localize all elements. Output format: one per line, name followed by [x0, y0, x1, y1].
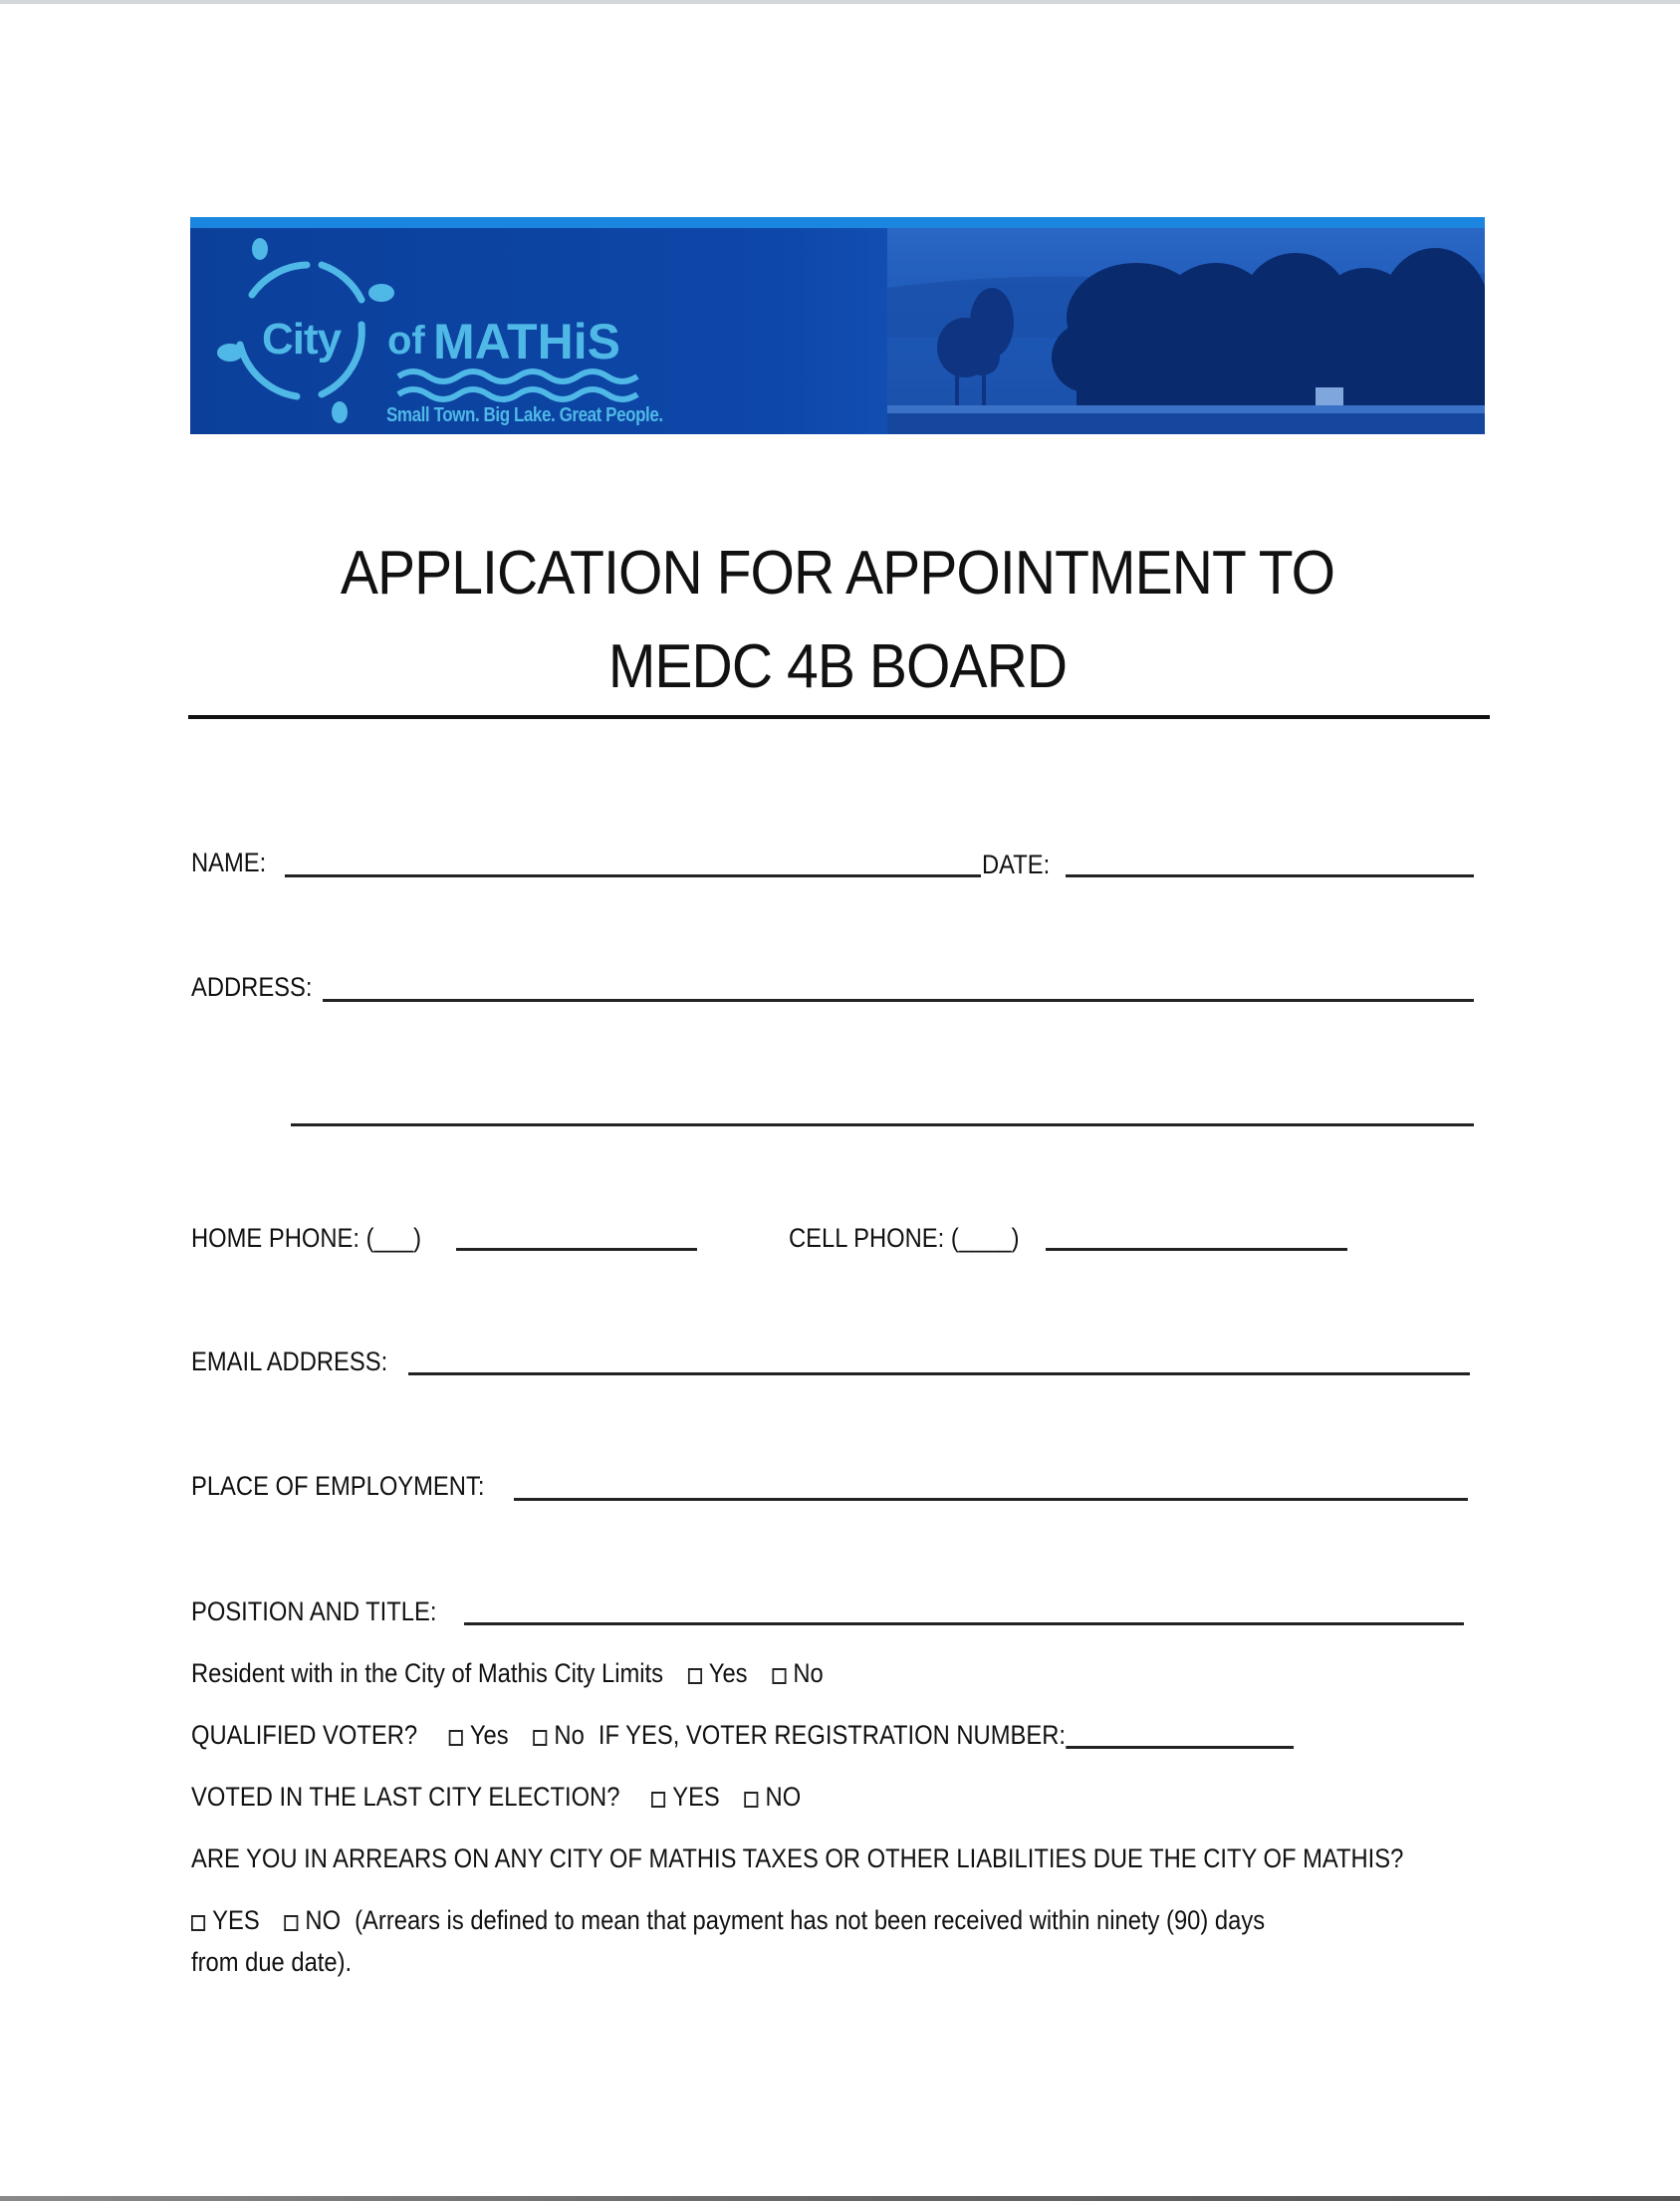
voter-registration-label: IF YES, VOTER REGISTRATION NUMBER:	[598, 1720, 1066, 1750]
date-field[interactable]	[1066, 874, 1474, 877]
voted-last-question: VOTED IN THE LAST CITY ELECTION?	[191, 1782, 620, 1812]
resident-question-row	[191, 1658, 824, 1689]
arrears-question: ARE YOU IN ARREARS ON ANY CITY OF MATHIS TAXES OR OTHER LIABILITIES DUE THE CITY OF MATHIS?	[191, 1843, 1404, 1873]
logo-of-text: of	[387, 319, 425, 363]
arrears-yes-label: YES	[212, 1905, 260, 1935]
voter-registration-field[interactable]	[1066, 1722, 1294, 1749]
arrears-no-checkbox[interactable]	[284, 1915, 298, 1931]
arrears-definition-line-2: from due date).	[191, 1947, 353, 1977]
qualified-voter-question: QUALIFIED VOTER?	[191, 1720, 418, 1750]
form-title-line-2: MEDC 4B BOARD	[607, 632, 1068, 701]
logo-city-text: City	[262, 315, 342, 364]
city-banner	[190, 217, 1485, 434]
scan-edge-top	[0, 0, 1680, 4]
form-title-line-1: APPLICATION FOR APPOINTMENT TO	[340, 539, 1335, 608]
qualified-voter-no-checkbox[interactable]	[533, 1730, 547, 1746]
resident-question: Resident with in the City of Mathis City Limits	[191, 1658, 664, 1688]
resident-yes-checkbox[interactable]	[688, 1668, 702, 1684]
qualified-voter-yes-checkbox[interactable]	[449, 1730, 463, 1746]
qualified-voter-row	[191, 1720, 1294, 1751]
address-field-line-2[interactable]	[291, 1123, 1474, 1126]
position-field[interactable]	[464, 1622, 1464, 1625]
resident-no-label: No	[793, 1658, 824, 1688]
arrears-definition-line-1: (Arrears is defined to mean that payment has not been received within ninety (90) days	[355, 1905, 1266, 1935]
resident-yes-label: Yes	[708, 1658, 748, 1688]
logo-tagline: Small Town. Big Lake. Great People.	[386, 404, 663, 426]
name-label: NAME:	[191, 848, 267, 877]
lake-trees-photo	[887, 228, 1485, 434]
address-field-line-1[interactable]	[323, 999, 1474, 1002]
voted-last-yes-checkbox[interactable]	[651, 1792, 665, 1808]
city-of-mathis-logo	[212, 235, 663, 426]
cell-phone-field[interactable]	[1046, 1248, 1347, 1251]
resident-no-checkbox[interactable]	[772, 1668, 786, 1684]
arrears-answer-row	[191, 1905, 1265, 1936]
home-phone-field[interactable]	[456, 1248, 697, 1251]
arrears-no-label: NO	[305, 1905, 342, 1935]
voted-last-election-row	[191, 1782, 801, 1813]
email-label: EMAIL ADDRESS:	[191, 1346, 388, 1376]
qualified-voter-no-label: No	[554, 1720, 585, 1750]
name-field[interactable]	[285, 874, 981, 877]
email-field[interactable]	[408, 1372, 1470, 1375]
qualified-voter-yes-label: Yes	[469, 1720, 509, 1750]
employment-field[interactable]	[514, 1498, 1468, 1501]
logo-mathis-text: MATHiS	[433, 314, 620, 369]
scan-edge-bottom	[0, 2196, 1680, 2201]
voted-last-no-checkbox[interactable]	[744, 1792, 758, 1808]
arrears-yes-checkbox[interactable]	[191, 1915, 205, 1931]
banner-top-strip	[190, 217, 1485, 228]
position-label: POSITION AND TITLE:	[191, 1596, 437, 1626]
title-divider	[188, 715, 1490, 719]
voted-last-yes-label: YES	[672, 1782, 720, 1812]
address-label: ADDRESS:	[191, 972, 313, 1002]
employment-label: PLACE OF EMPLOYMENT:	[191, 1471, 485, 1501]
home-phone-label: HOME PHONE: (___)	[191, 1223, 422, 1253]
voted-last-no-label: NO	[765, 1782, 802, 1812]
logo-waves-icon	[396, 367, 645, 406]
date-label: DATE:	[982, 850, 1051, 879]
cell-phone-label: CELL PHONE: (____)	[789, 1223, 1020, 1253]
